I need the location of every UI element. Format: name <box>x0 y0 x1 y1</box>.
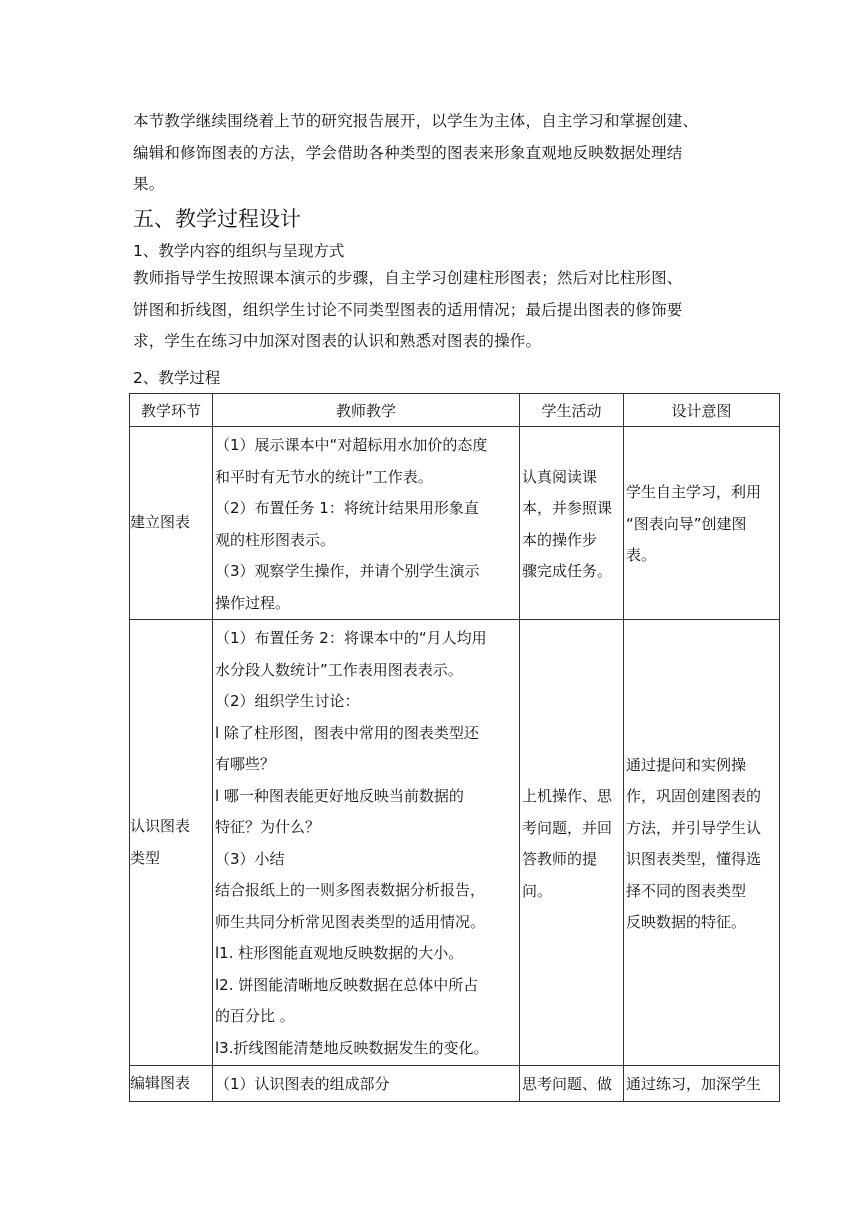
cell-line: “图表向导”创建图 <box>626 514 747 533</box>
stage-cell <box>130 620 213 1066</box>
cell-line: l2. 饼图能清晰地反映数据在总体中所占 <box>215 975 479 994</box>
cell-line: （2）组织学生讨论： <box>215 692 360 710</box>
cell-line: 择不同的图表类型 <box>626 881 747 900</box>
cell-line: 上机操作、思 <box>522 787 613 805</box>
cell-line: 师生共同分析常见图表类型的适用情况。 <box>215 912 486 931</box>
table-header-row <box>130 394 780 427</box>
student-cell <box>520 1066 624 1102</box>
intro-line: 果。 <box>133 175 165 193</box>
cell-line: 考问题，并回 <box>522 818 613 837</box>
paragraph-line: 求，学生在练习中加深对图表的认识和熟悉对图表的操作。 <box>133 332 542 350</box>
cell-line: 特征？为什么？ <box>215 818 321 836</box>
cell-line: 反映数据的特征。 <box>626 913 747 931</box>
cell-line: （3）小结 <box>215 849 285 868</box>
cell-line: 问。 <box>522 881 553 900</box>
cell-line: 识图表类型，懂得选 <box>626 850 762 868</box>
header-stage: 教学环节 <box>130 394 213 427</box>
stage-cell: 建立图表 <box>130 427 213 620</box>
paragraph-line: 饼图和折线图，组织学生讨论不同类型图表的适用情况；最后提出图表的修饰要 <box>133 300 683 319</box>
subheading-content-organization: 1、教学内容的组织与呈现方式 <box>133 242 345 260</box>
table-row <box>130 1066 780 1102</box>
table-row <box>130 427 780 620</box>
cell-line: 认识图表 <box>130 817 191 835</box>
cell-line: 作，巩固创建图表的 <box>626 787 762 805</box>
cell-line: （1）展示课本中“对超标用水加价的态度 <box>215 436 488 454</box>
intent-cell <box>624 1066 780 1102</box>
cell-line: 答教师的提 <box>522 850 598 868</box>
header-teacher: 教师教学 <box>213 394 520 427</box>
section-heading: 五、教学过程设计 <box>133 207 301 231</box>
cell-line: （1）认识图表的组成部分 <box>215 1075 390 1094</box>
cell-line: 水分段人数统计”工作表用图表表示。 <box>215 660 463 679</box>
cell-line: 思考问题、做 <box>522 1075 613 1094</box>
cell-line: （2）布置任务 1：将统计结果用形象直 <box>215 499 479 517</box>
teacher-cell <box>213 427 520 620</box>
cell-line: 操作过程。 <box>215 593 291 612</box>
intro-line: 本节教学继续围绕着上节的研究报告展开，以学生为主体，自主学习和掌握创建、 <box>133 112 699 130</box>
intent-cell <box>624 427 780 620</box>
teacher-cell <box>213 1066 520 1102</box>
cell-line: 通过提问和实例操 <box>626 755 747 774</box>
cell-line: l 除了柱形图，图表中常用的图表类型还 <box>215 723 479 742</box>
teacher-cell <box>213 620 520 1066</box>
cell-line: 方法，并引导学生认 <box>626 818 762 837</box>
table-row <box>130 620 780 1066</box>
cell-line: 认真阅读课 <box>522 467 598 486</box>
cell-line: 结合报纸上的一则多图表数据分析报告， <box>215 881 486 899</box>
header-intent: 设计意图 <box>624 394 780 427</box>
cell-line: 本的操作步 <box>522 530 598 549</box>
cell-line: l3.折线图能清楚地反映数据发生的变化。 <box>215 1038 489 1057</box>
student-cell <box>520 427 624 620</box>
cell-line: l1. 柱形图能直观地反映数据的大小。 <box>215 944 464 962</box>
cell-line: 学生自主学习，利用 <box>626 483 762 502</box>
header-student: 学生活动 <box>520 394 624 427</box>
cell-line: 有哪些？ <box>215 755 276 773</box>
cell-line: （3）观察学生操作，并请个别学生演示 <box>215 562 480 580</box>
intro-paragraph <box>133 106 753 201</box>
intro-line: 编辑和修饰图表的方法，学会借助各种类型的图表来形象直观地反映数据处理结 <box>133 143 683 162</box>
cell-line: 骤完成任务。 <box>522 562 613 580</box>
cell-line: 的百分比 。 <box>215 1007 295 1025</box>
cell-line: 观的柱形图表示。 <box>215 530 336 549</box>
student-cell <box>520 620 624 1066</box>
subheading-teaching-process: 2、教学过程 <box>133 369 221 387</box>
cell-line: （1）布置任务 2：将课本中的“月人均用 <box>215 629 487 647</box>
cell-line: 本，并参照课 <box>522 499 613 517</box>
cell-line: 和平时有无节水的统计”工作表。 <box>215 467 433 486</box>
cell-line: 通过练习，加深学生 <box>626 1075 762 1094</box>
cell-line: 类型 <box>130 848 161 867</box>
cell-line: 表。 <box>626 546 657 565</box>
paragraph-line: 教师指导学生按照课本演示的步骤，自主学习创建柱形图表；然后对比柱形图、 <box>133 269 683 287</box>
intent-cell <box>624 620 780 1066</box>
content-organization-paragraph <box>133 263 753 358</box>
teaching-process-table <box>129 393 780 1102</box>
stage-cell: 编辑图表 <box>130 1066 213 1102</box>
cell-line: l 哪一种图表能更好地反映当前数据的 <box>215 786 464 805</box>
